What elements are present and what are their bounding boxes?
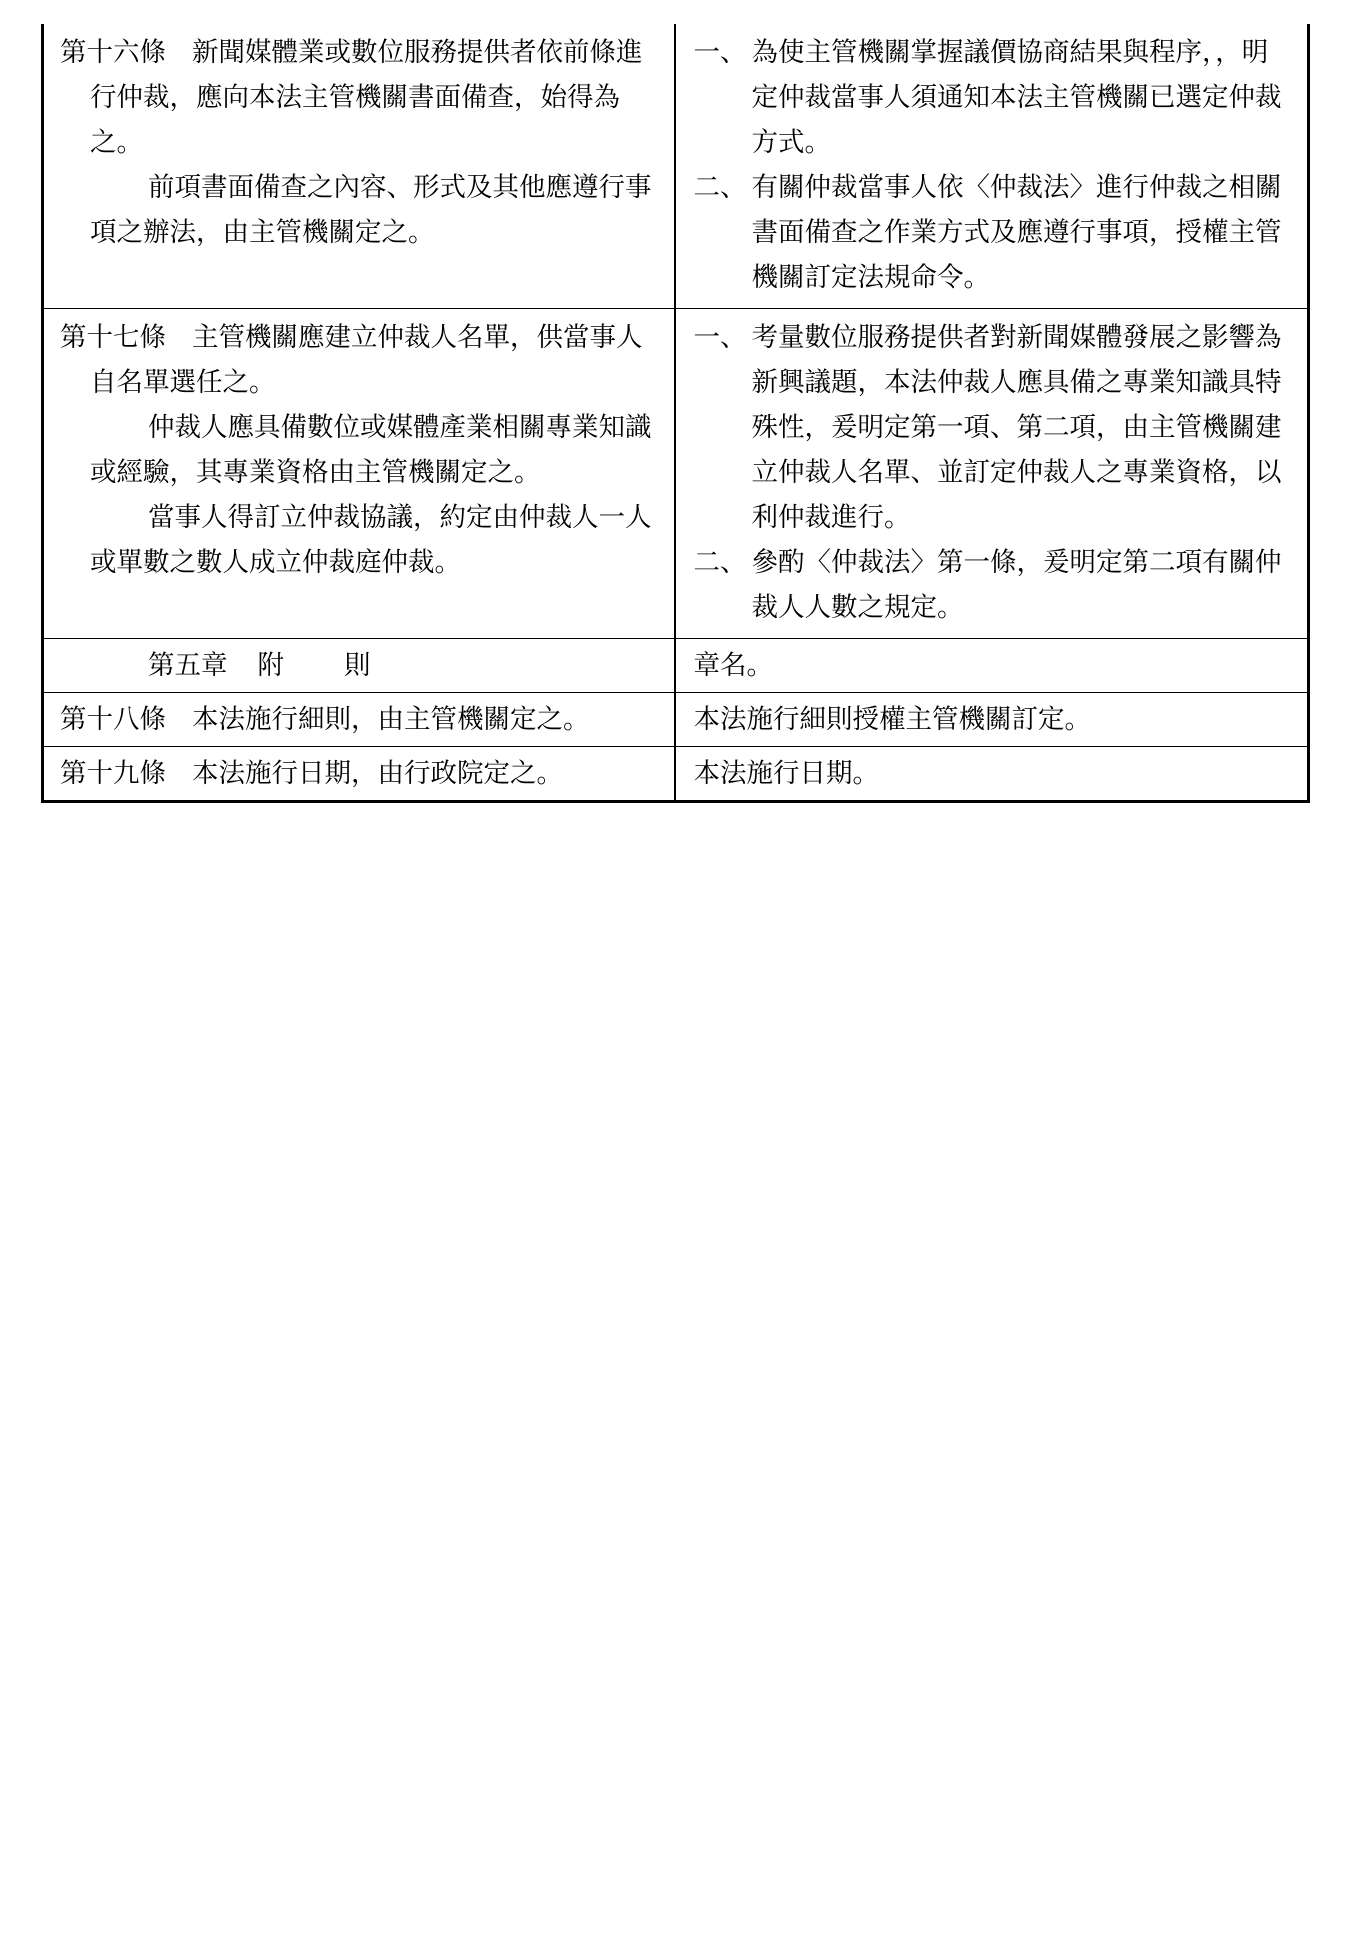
article-text: 本法施行細則，由主管機關定之。: [192, 704, 590, 735]
list-item: [694, 165, 1292, 300]
article-18-explanation: [675, 693, 1309, 747]
article-18-cell: [43, 693, 675, 747]
article-paragraph: 仲裁人應具備數位或媒體產業相關專業知識或經驗，其專業資格由主管機關定之。: [90, 412, 652, 488]
article-paragraph: 前項書面備查之內容、形式及其他應遵行事項之辦法，由主管機關定之。: [90, 172, 652, 248]
chapter-title-part: 則: [344, 650, 371, 681]
explanation-text: 本法施行日期。: [693, 758, 879, 789]
item-number: 一、: [693, 322, 747, 353]
chapter-note: 章名。: [693, 650, 773, 681]
table-row: [43, 309, 1309, 639]
table-row: [43, 639, 1309, 693]
chapter-title-part: 附: [257, 650, 284, 681]
comparison-table: [41, 24, 1310, 803]
article-label: 第十七條: [60, 322, 166, 353]
article-label: 第十六條: [60, 37, 166, 68]
article-19-text: [60, 751, 660, 796]
list-item: [694, 315, 1292, 540]
article-19-explanation: [675, 747, 1309, 802]
article-text: 新聞媒體業或數位服務提供者依前條進行仲裁，應向本法主管機關書面備查，始得為之。: [90, 37, 643, 158]
explanation-text: 本法施行細則授權主管機關訂定。: [693, 704, 1091, 735]
item-text: 參酌〈仲裁法〉第一條，爰明定第二項有關仲裁人人數之規定。: [751, 547, 1282, 623]
article-17-explanation: [675, 309, 1309, 639]
list-item: [694, 30, 1292, 165]
article-16-text: [60, 30, 660, 165]
item-text: 有關仲裁當事人依〈仲裁法〉進行仲裁之相關書面備查之作業方式及應遵行事項，授權主管機關訂定法規命令。: [751, 172, 1282, 293]
item-number: 一、: [693, 37, 747, 68]
article-16-explanation: [675, 24, 1309, 309]
article-label: 第十八條: [60, 704, 166, 735]
article-19-cell: [43, 747, 675, 802]
article-16-cell: [43, 24, 675, 309]
article-paragraph: 當事人得訂立仲裁協議，約定由仲裁人一人或單數之數人成立仲裁庭仲裁。: [90, 502, 652, 578]
item-text: 考量數位服務提供者對新聞媒體發展之影響為新興議題，本法仲裁人應具備之專業知識具特殊性，爰明定第一項、第二項，由主管機關建立仲裁人名單、並訂定仲裁人之專業資格，以利仲裁進行。: [751, 322, 1282, 533]
article-17-text: [60, 315, 660, 405]
list-item: [694, 540, 1292, 630]
article-text: 主管機關應建立仲裁人名單，供當事人自名單選任之。: [90, 322, 643, 398]
chapter-heading: [60, 643, 660, 688]
chapter-number: 第五章: [148, 650, 228, 681]
table-row: [43, 747, 1309, 802]
item-text: 為使主管機關掌握議價協商結果與程序，，明定仲裁當事人須通知本法主管機關已選定仲裁方式。: [751, 37, 1282, 158]
item-number: 二、: [693, 547, 747, 578]
article-18-text: [60, 697, 660, 742]
table-row: [43, 24, 1309, 309]
article-text: 本法施行日期，由行政院定之。: [192, 758, 563, 789]
table-row: [43, 693, 1309, 747]
article-label: 第十九條: [60, 758, 166, 789]
item-number: 二、: [693, 172, 747, 203]
article-17-cell: [43, 309, 675, 639]
chapter-note-cell: [675, 639, 1309, 693]
chapter-heading-cell: [43, 639, 675, 693]
